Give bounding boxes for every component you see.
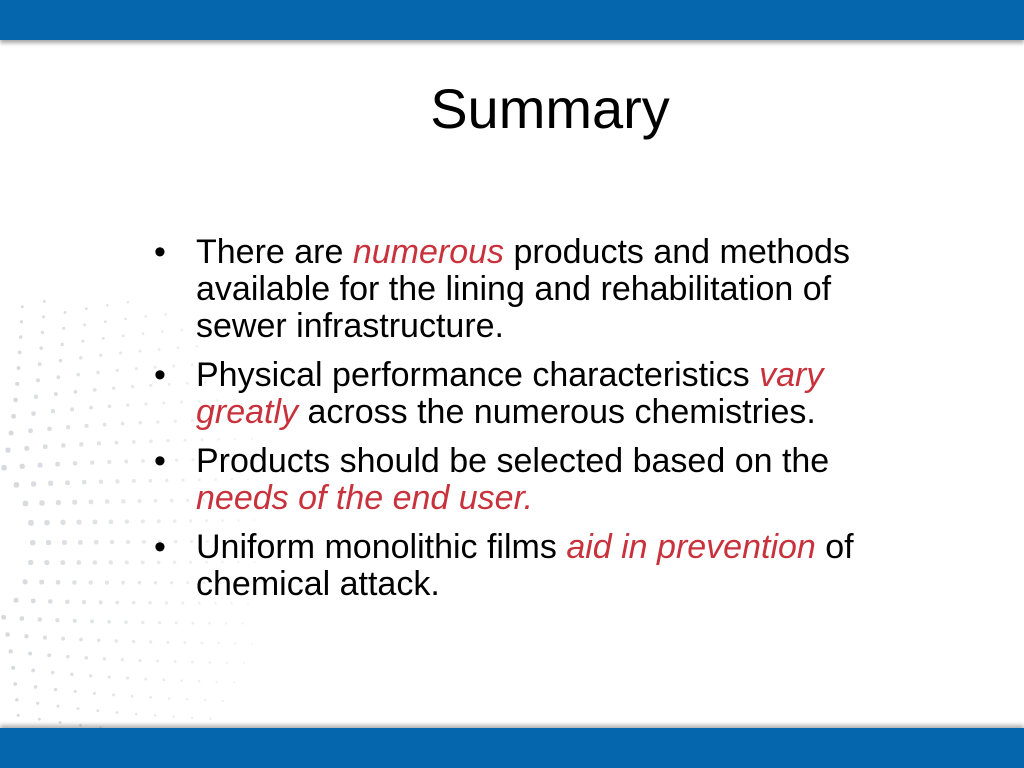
bullet-text: Physical performance characteristics bbox=[196, 356, 760, 394]
bullet-text: Products should be selected based on the bbox=[196, 442, 830, 480]
bullet-text: of chemical attack. bbox=[196, 528, 854, 603]
bullet-item bbox=[152, 234, 912, 345]
bullet-marker: • bbox=[154, 528, 166, 566]
bullet-emphasis: needs of the end user. bbox=[196, 479, 534, 517]
bullet-list bbox=[152, 234, 912, 615]
bottom-banner-bar bbox=[0, 728, 1024, 768]
bullet-marker: • bbox=[154, 356, 166, 394]
bullet-item bbox=[152, 357, 912, 431]
bullet-emphasis: numerous bbox=[352, 233, 505, 271]
bullet-emphasis: vary greatly bbox=[196, 356, 824, 431]
bullet-emphasis: aid in prevention bbox=[566, 528, 816, 566]
top-banner-bar bbox=[0, 0, 1024, 40]
bullet-item bbox=[152, 529, 912, 603]
bullet-text: There are bbox=[196, 233, 353, 271]
slide-title: Summary bbox=[430, 77, 670, 140]
bullet-marker: • bbox=[154, 442, 166, 480]
bullet-text: Uniform monolithic films bbox=[196, 528, 567, 566]
bullet-text: products and methods available for the lining and rehabilitation of sewer infrastructure. bbox=[196, 233, 850, 345]
bullet-item bbox=[152, 443, 912, 517]
bullet-marker: • bbox=[154, 233, 166, 271]
bullet-text: across the numerous chemistries. bbox=[298, 393, 816, 431]
